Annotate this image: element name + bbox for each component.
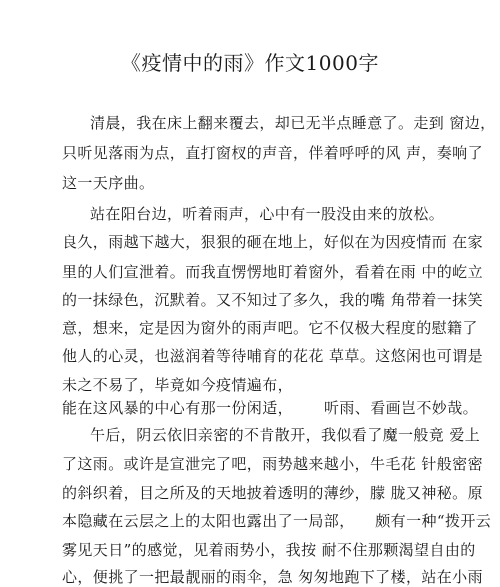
- text-line: 心，便挑了一把最靓丽的雨伞，急 匆匆地跑下了楼，站在小雨: [62, 568, 483, 586]
- text-line: 意，想来，定是因为窗外的雨声吧。它不仅极大程度的慰籍了: [62, 319, 478, 337]
- text-line: 未之不易了，毕竟如今疫情遍布，: [62, 376, 294, 394]
- text-line: 了这雨。或许是宣泄完了吧，雨势越来越小，牛毛花 针般密密: [62, 455, 483, 473]
- text-line: 良久，雨越下越大，狠狠的砸在地上，好似在为因疫情而 在家: [62, 233, 483, 251]
- text-line: 本隐藏在云层之上的太阳也露出了一局部， 颇有一种“拨开云: [62, 512, 492, 530]
- text-line: 的一抹绿色，沉默着。又不知过了多久，我的嘴 角带着一抹笑: [62, 291, 483, 309]
- page-title: 《疫情中的雨》作文1000字: [121, 51, 379, 75]
- text-line: 雾见天日”的感觉，见着雨势小，我按 耐不住那颗渴望自由的: [62, 541, 476, 559]
- text-line: 里的人们宣泄着。而我直愣愣地盯着窗外，看着在雨 中的屹立: [62, 263, 483, 281]
- text-line: 他人的心灵，也滋润着等待哺育的花花 草草。这悠闲也可谓是: [62, 347, 483, 365]
- text-line: 清晨，我在床上翻来覆去，却已无半点睡意了。走到 窗边，: [90, 114, 496, 132]
- text-line: 的斜织着，目之所及的天地披着透明的薄纱，朦 胧又神秘。原: [62, 484, 483, 502]
- text-line: 能在这风暴的中心有那一份闲适， 听雨、看画岂不妙哉。: [62, 399, 479, 417]
- text-line: 站在阳台边，听着雨声，心中有一股没由来的放松。: [90, 205, 445, 223]
- text-line: 只听见落雨为点，直打窗杈的声音，伴着呼呼的风 声，奏响了: [62, 144, 483, 162]
- text-line: 这一天序曲。: [62, 174, 155, 192]
- text-line: 午后，阴云依旧亲密的不肯散开，我似看了魔一般竟 爱上: [90, 426, 481, 444]
